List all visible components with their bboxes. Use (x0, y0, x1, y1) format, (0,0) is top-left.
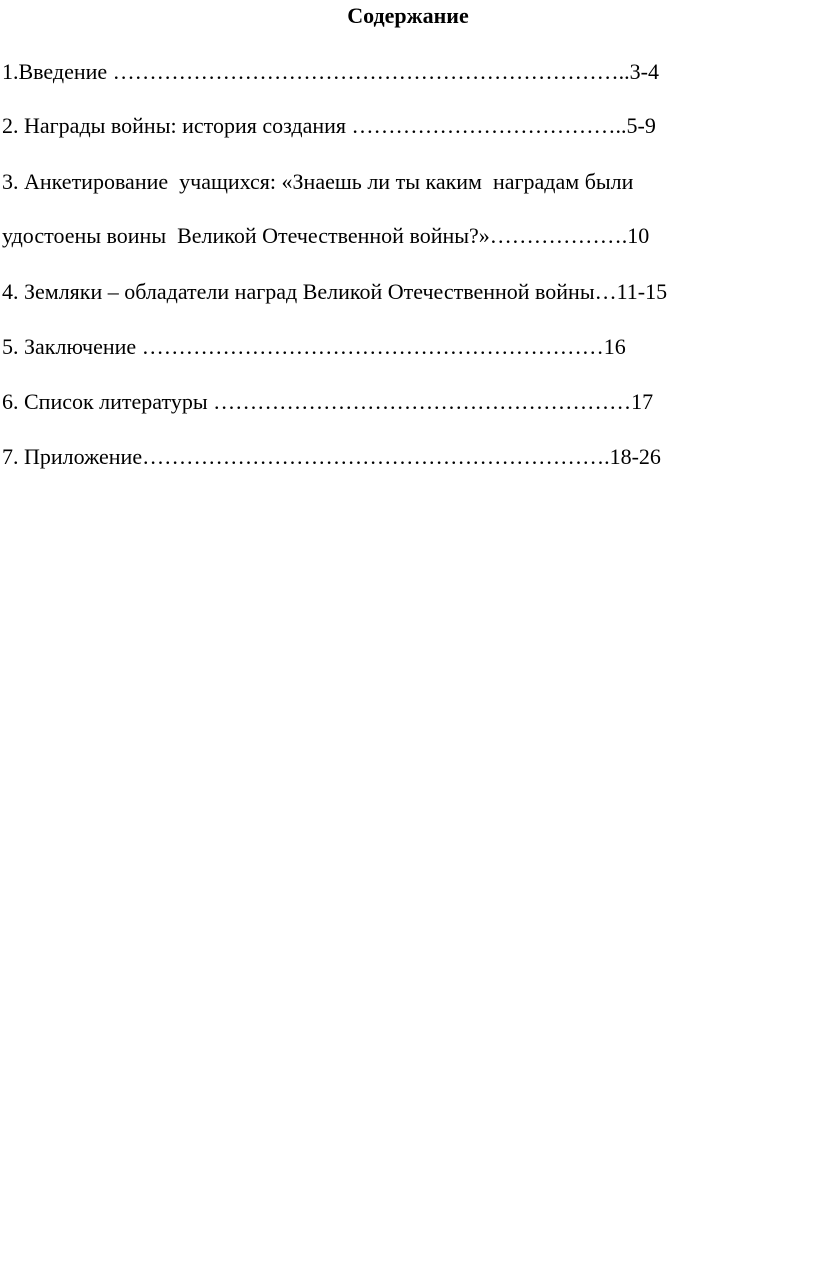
toc-item-conclusion: 5. Заключение ………………………………………………………16 (2, 334, 626, 359)
toc-item-appendix: 7. Приложение……………………………………………………….18-26 (2, 444, 661, 469)
toc-item-war-awards-history: 2. Награды войны: история создания ………………………………..5-9 (2, 113, 656, 138)
page-title: Содержание (347, 3, 469, 28)
toc-item-bibliography: 6. Список литературы …………………………………………………17 (2, 389, 654, 414)
toc-item-student-survey-continued: удостоены воины Великой Отечественной войны?»……………….10 (2, 223, 650, 248)
toc-item-student-survey: 3. Анкетирование учащихся: «Знаешь ли ты каким наградам были (2, 169, 634, 194)
toc-item-introduction: 1.Введение ……………………………………………………………..3-4 (2, 59, 660, 84)
toc-item-countrymen-award-holders: 4. Земляки – обладатели наград Великой Отечественной войны…11-15 (2, 279, 668, 304)
